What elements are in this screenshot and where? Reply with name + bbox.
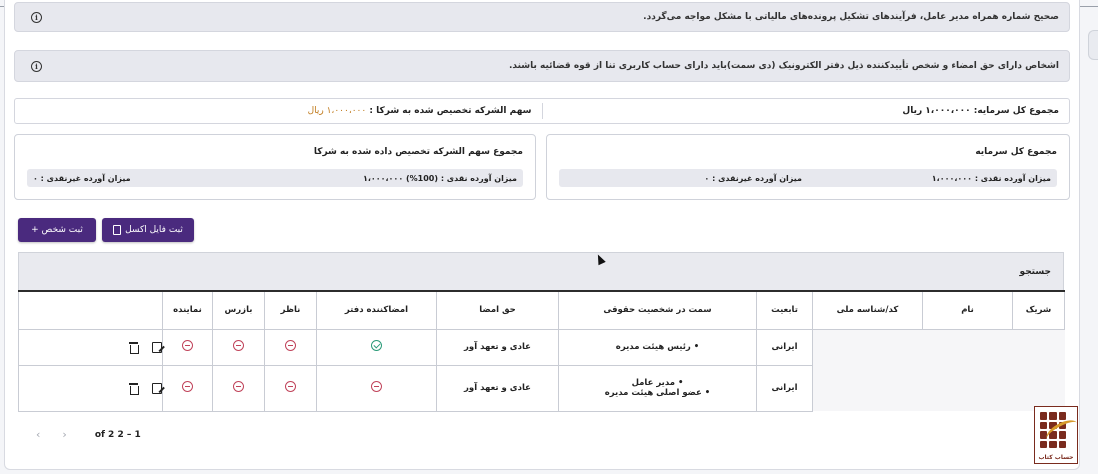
minus-circle-icon <box>182 381 193 392</box>
minus-circle-icon <box>285 381 296 392</box>
actions-cell <box>19 365 163 411</box>
add-person-button[interactable] <box>18 218 96 242</box>
position-cell <box>559 329 757 365</box>
allocated-share-box <box>14 134 536 200</box>
header-partner[interactable]: شریک <box>1013 291 1065 329</box>
non-cash-contribution: میزان آورده غیرنقدی : ۰ <box>704 173 802 183</box>
header-position[interactable]: سمت در شخصیت حقوقی <box>559 291 757 329</box>
pagination-label: of 2 2 – 1 <box>94 429 141 440</box>
chevron-left-icon[interactable]: ‹ <box>36 428 41 441</box>
cash-contribution: میزان آورده نقدی : ۱،۰۰۰،۰۰۰ <box>931 173 1051 183</box>
allocated-share-value: ۱،۰۰۰،۰۰۰ ریال <box>307 106 367 116</box>
total-capital-value: ۱،۰۰۰،۰۰۰ ریال <box>902 106 971 116</box>
chevron-right-icon[interactable]: › <box>62 428 67 441</box>
box-title: مجموع سهم الشرکه تخصیص داده شده به شرکا <box>313 147 523 157</box>
position-cell <box>559 365 757 411</box>
logo-caption: حساب کتاب <box>1038 454 1074 461</box>
supervisor-cell <box>265 329 317 365</box>
total-capital-summary <box>543 106 1070 116</box>
pagination <box>36 428 141 441</box>
header-representative[interactable]: نماینده <box>163 291 213 329</box>
header-name[interactable]: نام <box>923 291 1013 329</box>
minus-circle-icon <box>371 381 382 392</box>
minus-circle-icon <box>233 340 244 351</box>
header-nationality[interactable]: تابعیت <box>757 291 813 329</box>
search-bar[interactable] <box>18 252 1064 290</box>
header-national-id[interactable]: کد/شناسه ملی <box>813 291 923 329</box>
supervisor-cell <box>265 365 317 411</box>
signature-alert <box>14 50 1070 82</box>
book-signer-cell <box>317 329 437 365</box>
table-row <box>19 365 1065 411</box>
box-title: مجموع کل سرمایه <box>975 147 1057 157</box>
alert-text: صحیح شماره همراه مدیر عامل، فرآیندهای تشکیل پرونده‌های مالیاتی با مشکل مواجه می‌گردد. <box>643 12 1059 22</box>
capital-summary-bar <box>14 98 1070 124</box>
allocated-share-summary <box>15 106 542 116</box>
alert-text: اشخاص دارای حق امضاء و شخص تأییدکننده ذیل دفتر الکترونیک (دی سمت)باید دارای حساب کاربری تنا از قوه قضائیه باشند. <box>509 61 1059 71</box>
trash-icon[interactable] <box>129 383 138 394</box>
box-values-row <box>27 169 523 187</box>
info-icon: i <box>31 12 42 23</box>
redacted-cell <box>813 329 1065 365</box>
check-circle-icon <box>371 340 382 351</box>
redacted-cell <box>813 365 1065 411</box>
info-icon: i <box>31 61 42 72</box>
signature-cell: عادی و تعهد آور <box>437 329 559 365</box>
table-row <box>19 329 1065 365</box>
header-actions <box>19 291 163 329</box>
minus-circle-icon <box>285 340 296 351</box>
edit-icon[interactable] <box>152 342 162 353</box>
actions-cell <box>19 329 163 365</box>
signature-cell: عادی و تعهد آور <box>437 365 559 411</box>
upload-excel-button[interactable] <box>102 218 194 242</box>
side-drawer-handle[interactable] <box>1088 30 1098 60</box>
allocated-share-label: سهم الشرکه تخصیص شده به شرکا : <box>369 106 532 116</box>
position-item: • مدیر عامل <box>631 378 684 388</box>
nationality-cell: ایرانی <box>757 365 813 411</box>
minus-circle-icon <box>182 340 193 351</box>
inspector-cell <box>213 365 265 411</box>
header-inspector[interactable]: بازرس <box>213 291 265 329</box>
position-item: • عضو اصلی هیئت مدیره <box>604 388 711 398</box>
nationality-cell: ایرانی <box>757 329 813 365</box>
inspector-cell <box>213 329 265 365</box>
cash-contribution: میزان آورده نقدی : (100%) ۱،۰۰۰،۰۰۰ <box>362 173 517 183</box>
non-cash-contribution: میزان آورده غیرنقدی : ۰ <box>33 173 131 183</box>
header-book-signer[interactable]: امضاکننده دفتر <box>317 291 437 329</box>
trash-icon[interactable] <box>129 342 138 353</box>
box-values-row <box>559 169 1057 187</box>
header-supervisor[interactable]: ناظر <box>265 291 317 329</box>
company-logo <box>1034 406 1078 464</box>
search-label: جستجو <box>1019 266 1051 277</box>
total-capital-label: مجموع کل سرمایه: <box>973 106 1059 116</box>
minus-circle-icon <box>233 381 244 392</box>
table-header-row <box>19 291 1065 329</box>
representative-cell <box>163 365 213 411</box>
mobile-warning-alert <box>14 2 1070 32</box>
persons-table <box>18 290 1065 412</box>
excel-button-label: ثبت فایل اکسل <box>125 225 183 235</box>
book-signer-cell <box>317 365 437 411</box>
representative-cell <box>163 329 213 365</box>
edit-icon[interactable] <box>152 383 162 394</box>
divider <box>542 103 543 119</box>
position-item: • رئیس هیئت مدیره <box>615 342 700 352</box>
total-capital-box <box>546 134 1070 200</box>
add-person-label: ثبت شخص + <box>31 225 83 235</box>
header-signature-right[interactable]: حق امضا <box>437 291 559 329</box>
file-excel-icon <box>113 225 121 235</box>
